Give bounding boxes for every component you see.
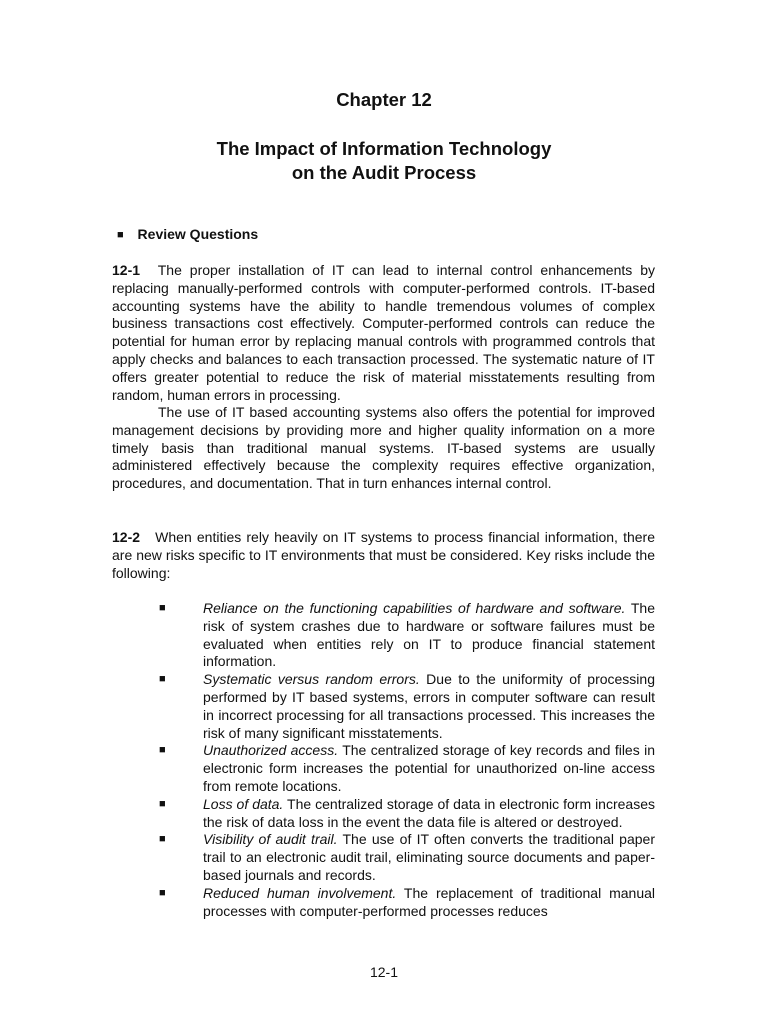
list-item-lead: Systematic versus random errors. <box>203 671 420 688</box>
list-item-lead: Reduced human involvement. <box>203 884 397 901</box>
list-item-lead: Reliance on the functioning capabilities of hardware and software. <box>203 600 626 616</box>
list-item <box>112 742 655 795</box>
list-item-lead: Unauthorized access. <box>203 742 339 759</box>
question-number: 12-2 <box>112 529 141 545</box>
risk-list <box>112 600 655 920</box>
list-item <box>112 600 655 671</box>
square-bullet-icon: ■ <box>159 833 166 846</box>
list-item-lead: Visibility of audit trail. <box>203 831 338 848</box>
list-item-text: Due to the uniformity of processing performed by IT based systems, errors in computer software can result in incorrect processing for all transactions processed. This increases the risk of many significant misstatements. <box>203 671 655 741</box>
square-bullet-icon: ■ <box>159 744 166 757</box>
chapter-title <box>0 137 768 185</box>
list-item-text: The risk of system crashes due to hardware or software failures must be evaluated when entities rely on IT to produce financial statement information. <box>203 600 655 670</box>
list-item <box>112 885 655 921</box>
list-item <box>112 796 655 832</box>
question-number: 12-1 <box>112 262 141 278</box>
section-heading <box>117 226 258 242</box>
square-bullet-icon: ■ <box>117 229 124 241</box>
chapter-title-line-2: on the Audit Process <box>291 162 477 183</box>
list-item-text: The replacement of traditional manual processes with computer-performed processes reduces <box>203 884 655 919</box>
answer-12-2-intro <box>112 529 655 582</box>
square-bullet-icon: ■ <box>159 797 166 810</box>
list-item-text: The centralized storage of data in electronic form increases the risk of data loss in the event the data file is altered or destroyed. <box>203 795 655 830</box>
square-bullet-icon: ■ <box>159 602 166 614</box>
paragraph-text: The proper installation of IT can lead to internal control enhancements by replacing manually-performed controls with computer-performed controls. IT-based accounting systems have the ability to handle tremendous volumes of complex business transactions cost effectively. Computer-performed controls can reduce the potential for human error by replacing manual controls with programmed controls that apply checks and balances to each transaction processed. The systematic nature of IT offers greater potential to reduce the risk of material misstatements resulting from random, human errors in processing. <box>112 262 655 403</box>
list-item-text: The use of IT often converts the traditional paper trail to an electronic audit trail, eliminating source documents and paper-based journals and records. <box>203 831 655 883</box>
chapter-heading: Chapter 12 <box>336 89 432 110</box>
chapter-title-line-1: The Impact of Information Technology <box>216 138 552 159</box>
list-item <box>112 671 655 742</box>
list-item <box>112 831 655 884</box>
list-item-lead: Loss of data. <box>203 795 284 812</box>
square-bullet-icon: ■ <box>159 673 166 686</box>
answer-12-1-paragraph-1 <box>112 262 655 404</box>
page-number: 12-1 <box>369 964 399 980</box>
paragraph-text: When entities rely heavily on IT systems to process financial information, there are new risks specific to IT environments that must be considered. Key risks include the following: <box>112 529 655 581</box>
section-heading-label: Review Questions <box>137 226 259 242</box>
square-bullet-icon: ■ <box>159 886 166 899</box>
answer-12-1-paragraph-2: The use of IT based accounting systems also offers the potential for improved management decisions by providing more and higher quality information on a more timely basis than traditional manual systems. IT-based systems are usually administered effectively because the complexity requires effective organization, procedures, and documentation. That in turn enhances internal control. <box>112 404 655 492</box>
list-item-text: The centralized storage of key records and files in electronic form increases the potential for unauthorized on-line access from remote locations. <box>203 742 655 794</box>
